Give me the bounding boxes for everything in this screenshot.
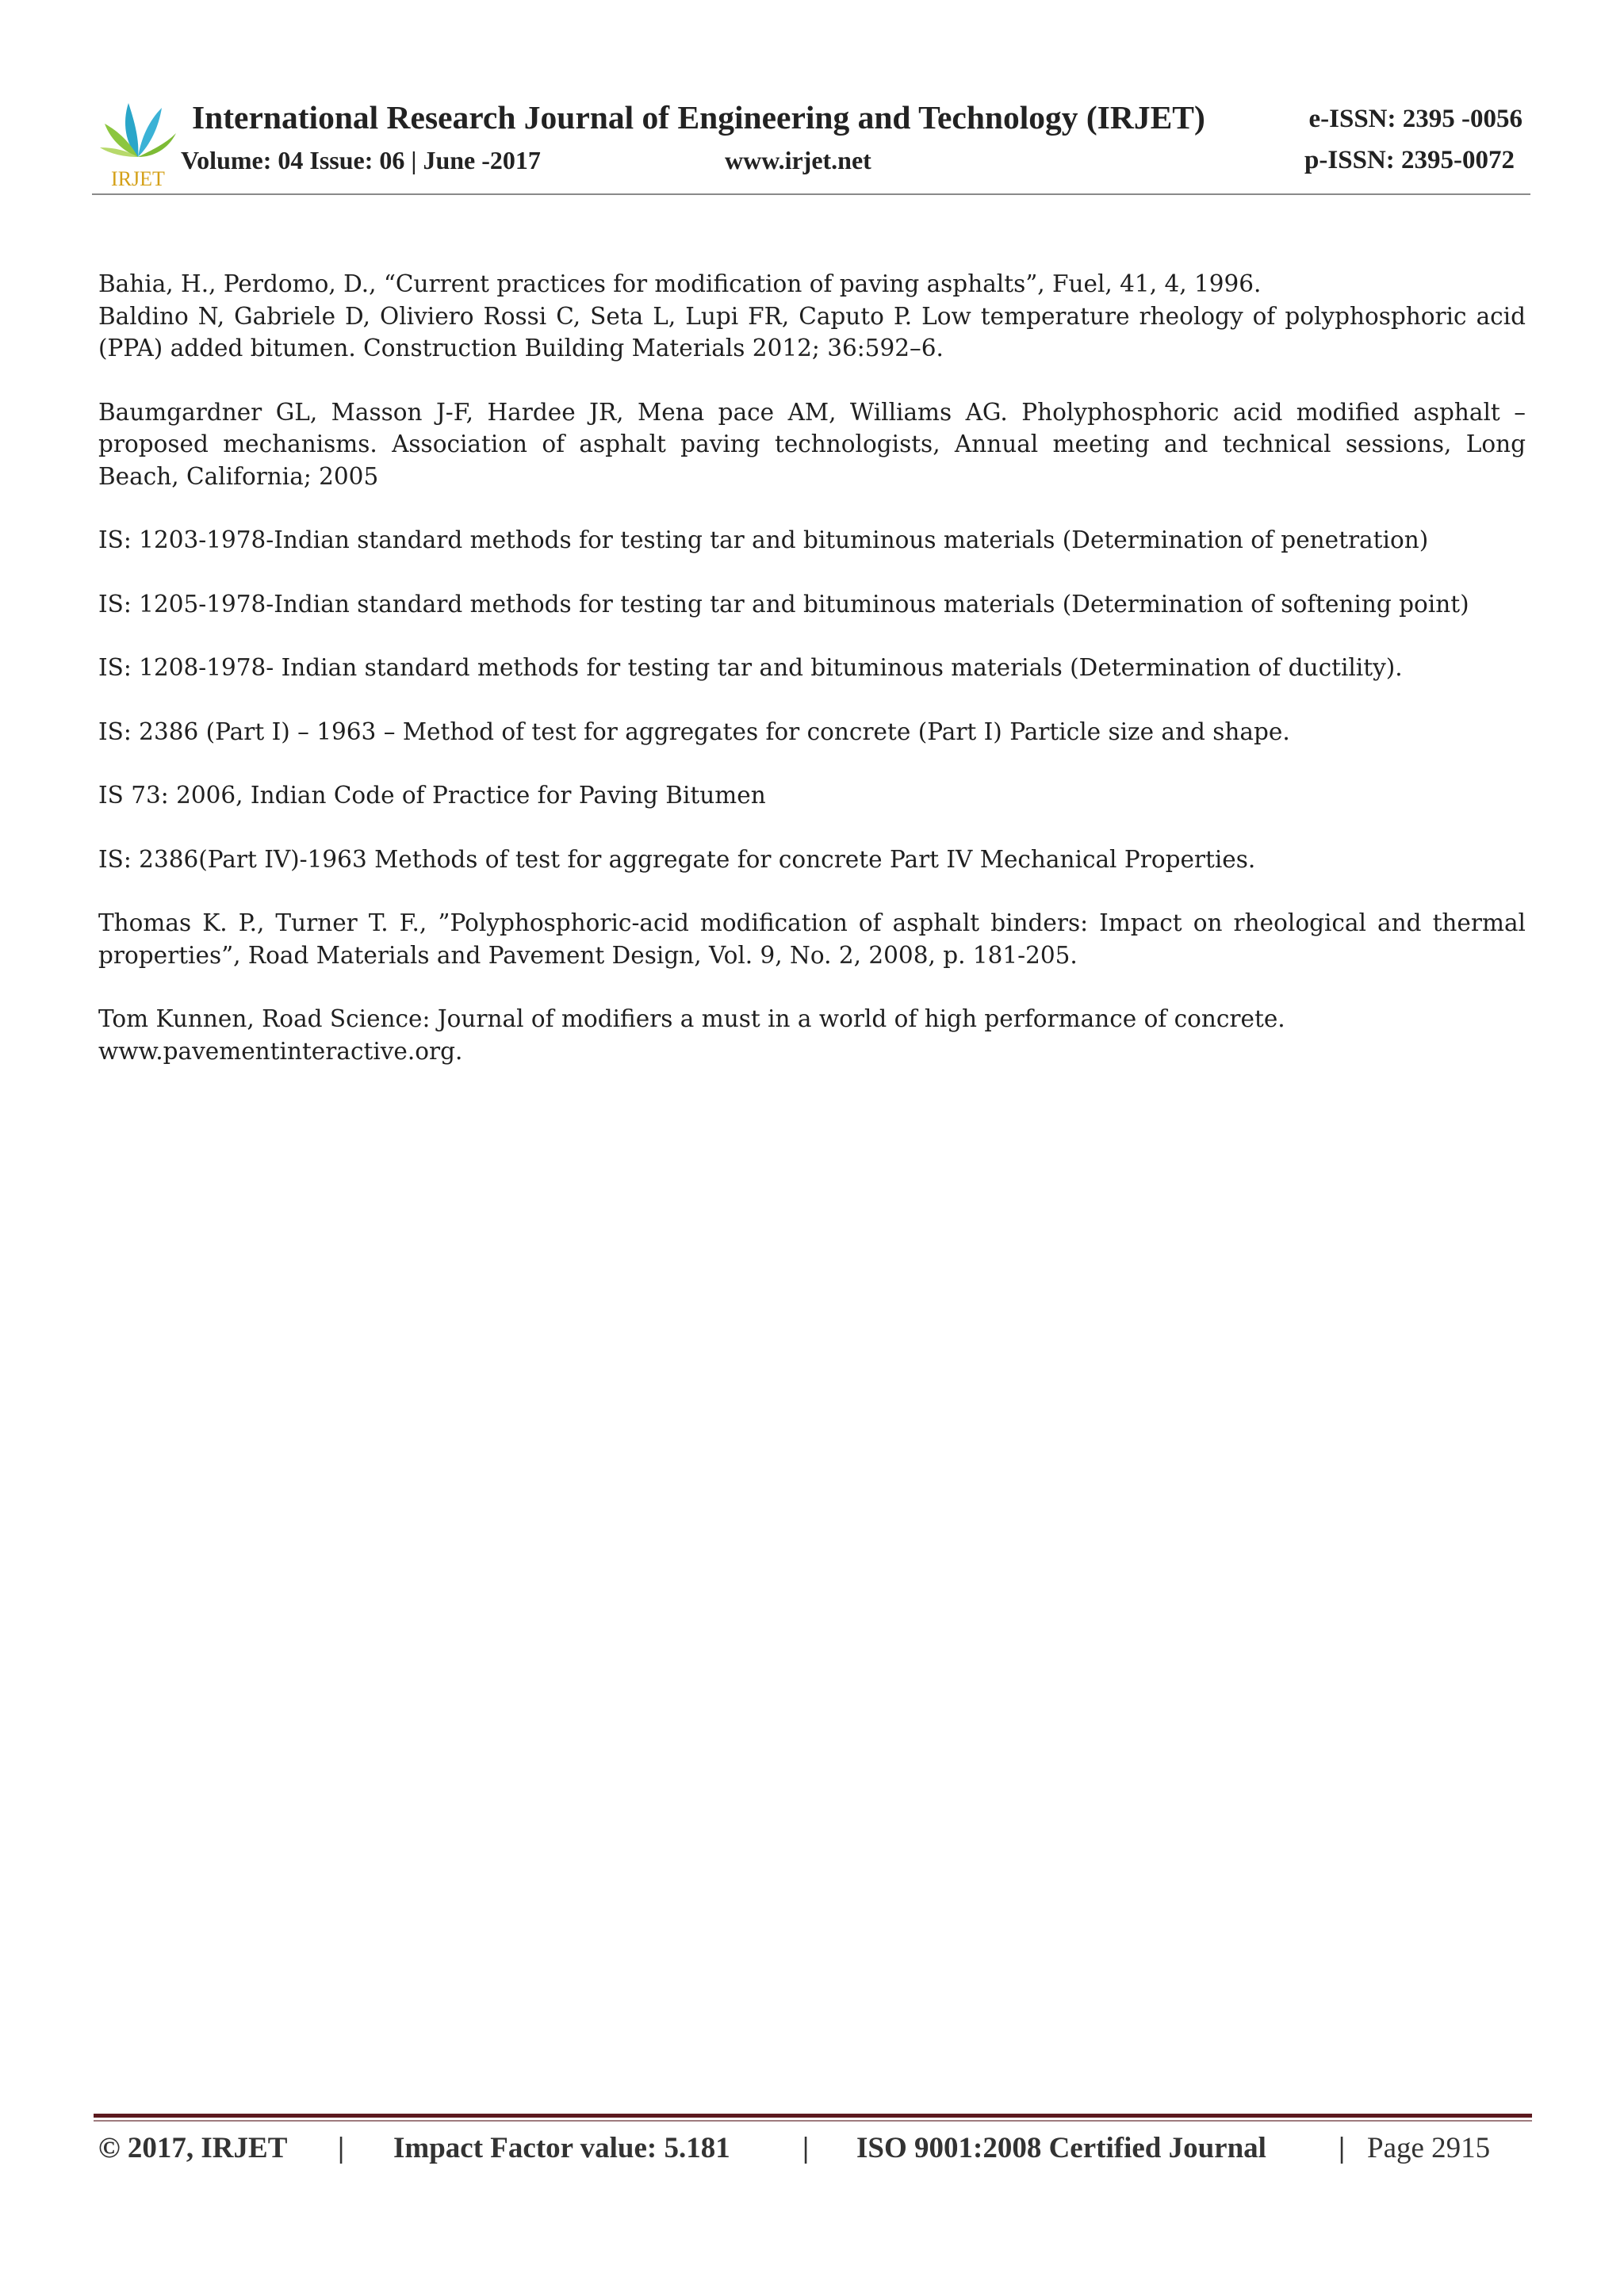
reference-item: Baumgardner GL, Masson J-F, Hardee JR, Mena pace AM, Williams AG. Pholyphosphoric acid modified asphalt – proposed mechanisms. Association of asphalt paving technologists, Annual meeting and technical sessions, Long Beach, California; 2005 <box>98 398 1526 490</box>
irjet-logo <box>94 89 182 190</box>
reference-item: Baldino N, Gabriele D, Oliviero Rossi C, Seta L, Lupi FR, Caputo P. Low temperature rheology of polyphosphoric acid (PPA) added bitumen. Construction Building Materials 2012; 36:592–6. <box>98 302 1526 362</box>
journal-title: International Research Journal of Engineering and Technology (IRJET) <box>192 99 1205 136</box>
footer-separator: | <box>802 2132 810 2164</box>
footer-copyright: © 2017, IRJET <box>98 2132 288 2164</box>
journal-website-link[interactable]: www.irjet.net <box>725 146 871 174</box>
reference-item: Bahia, H., Perdomo, D., “Current practices for modification of paving asphalts”, Fuel, 41, 4, 1996. <box>98 270 1262 297</box>
footer-page-number: Page 2915 <box>1367 2132 1491 2164</box>
footer-iso-certification: ISO 9001:2008 Certified Journal <box>856 2132 1266 2164</box>
footer-divider <box>94 2114 1532 2118</box>
svg-text:IRJET: IRJET <box>111 167 165 190</box>
reference-item: Thomas K. P., Turner T. F., ”Polyphosphoric-acid modification of asphalt binders: Impact on rheological and thermal properties”, Road Materials and Pavement Design, Vol. 9, No. 2, 2008, p. 181-205. <box>98 909 1526 969</box>
e-issn: e-ISSN: 2395 -0056 <box>1308 105 1522 133</box>
reference-link[interactable]: www.pavementinteractive.org. <box>98 1037 463 1065</box>
page-footer <box>98 2131 1526 2171</box>
reference-item: IS: 2386(Part IV)-1963 Methods of test for aggregate for concrete Part IV Mechanical Properties. <box>98 845 1256 873</box>
p-issn: p-ISSN: 2395-0072 <box>1304 146 1515 174</box>
reference-list <box>98 268 1526 1067</box>
reference-item: IS: 1205-1978-Indian standard methods for testing tar and bituminous materials (Determination of softening point) <box>98 590 1469 618</box>
reference-item: IS 73: 2006, Indian Code of Practice for Paving Bitumen <box>98 782 766 809</box>
irjet-logo-icon <box>94 89 182 190</box>
reference-item: IS: 2386 (Part I) – 1963 – Method of test for aggregates for concrete (Part I) Particle size and shape. <box>98 718 1290 745</box>
footer-divider-thin <box>94 2120 1532 2122</box>
volume-issue: Volume: 04 Issue: 06 | June -2017 <box>181 146 541 174</box>
footer-separator: | <box>338 2132 345 2164</box>
page-header <box>0 0 1624 198</box>
footer-impact-factor: Impact Factor value: 5.181 <box>393 2132 730 2164</box>
footer-separator: | <box>1339 2132 1346 2164</box>
reference-item: IS: 1208-1978- Indian standard methods for testing tar and bituminous materials (Determination of ductility). <box>98 654 1403 681</box>
header-divider <box>92 193 1530 195</box>
reference-item: Tom Kunnen, Road Science: Journal of modifiers a must in a world of high performance of concrete. <box>98 1005 1285 1032</box>
reference-item: IS: 1203-1978-Indian standard methods for testing tar and bituminous materials (Determination of penetration) <box>98 526 1429 553</box>
